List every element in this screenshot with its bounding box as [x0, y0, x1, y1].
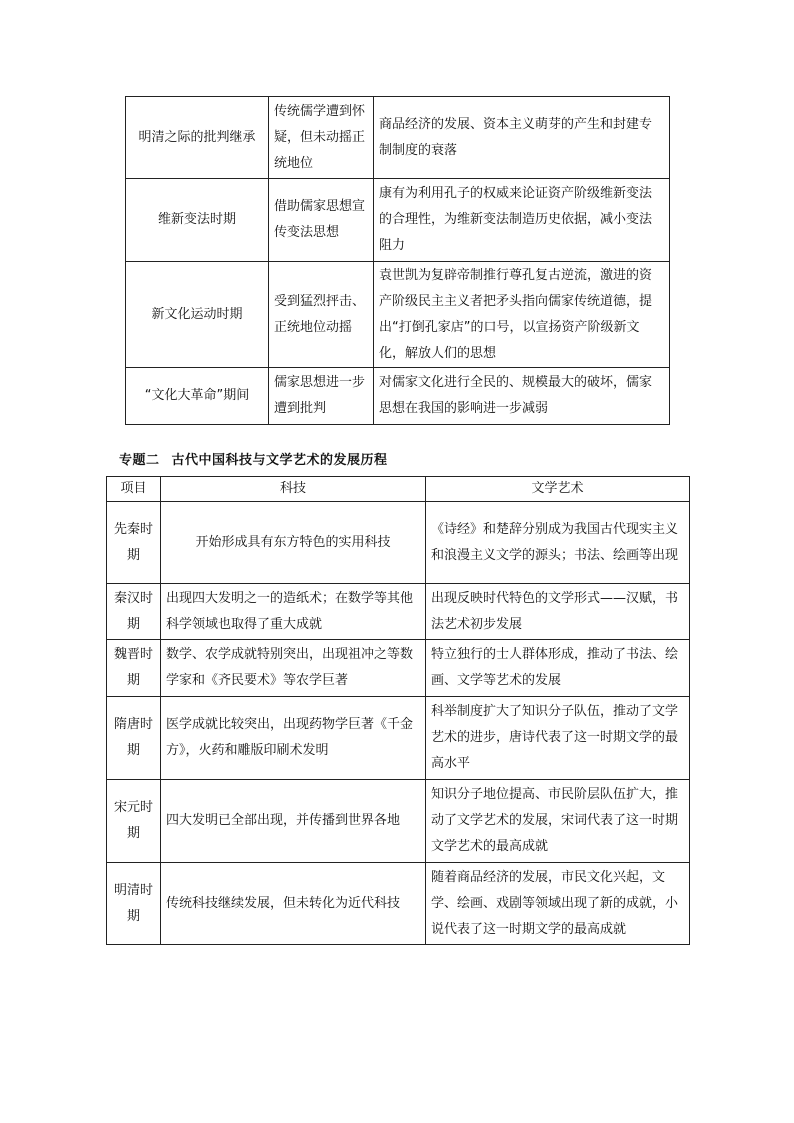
reason-cell: 康有为利用孔子的权威来论证资产阶级维新变法的合理性，为维新变法制造历史依据，减小变法阻力 — [374, 179, 670, 262]
period-cell: 宋元时期 — [107, 780, 161, 863]
period-cell: 新文化运动时期 — [126, 262, 269, 368]
period-cell: “文化大革命”期间 — [126, 368, 269, 425]
art-cell: 随着商品经济的发展，市民文化兴起，文学、绘画、戏剧等领域出现了新的成就，小说代表了这一时期文学的最高成就 — [426, 863, 690, 945]
column-header: 文学艺术 — [426, 477, 690, 502]
tech-cell: 开始形成具有东方特色的实用科技 — [161, 502, 426, 584]
period-cell: 明清之际的批判继承 — [126, 97, 269, 179]
column-header: 科技 — [161, 477, 426, 502]
table-row — [126, 97, 670, 179]
table-row — [126, 368, 670, 425]
reason-cell: 商品经济的发展、资本主义萌芽的产生和封建专制制度的衰落 — [374, 97, 670, 179]
tech-cell: 四大发明已全部出现，并传播到世界各地 — [161, 780, 426, 863]
table-header-row — [107, 477, 690, 502]
art-cell: 特立独行的士人群体形成，推动了书法、绘画、文学等艺术的发展 — [426, 640, 690, 697]
period-cell: 维新变法时期 — [126, 179, 269, 262]
reason-cell: 袁世凯为复辟帝制推行尊孔复古逆流，激进的资产阶级民主主义者把矛头指向儒家传统道德，提出“打倒孔家店”的口号，以宣扬资产阶级新文化，解放人们的思想 — [374, 262, 670, 368]
status-cell: 传统儒学遭到怀疑，但未动摇正统地位 — [269, 97, 374, 179]
status-cell: 儒家思想进一步遭到批判 — [269, 368, 374, 425]
status-cell: 借助儒家思想宣传变法思想 — [269, 179, 374, 262]
table-row — [107, 697, 690, 780]
section-label: 专题二 — [119, 453, 160, 468]
tech-cell: 传统科技继续发展，但未转化为近代科技 — [161, 863, 426, 945]
table-row — [107, 640, 690, 697]
period-cell: 秦汉时期 — [107, 584, 161, 640]
period-cell: 先秦时期 — [107, 502, 161, 584]
table-row — [107, 502, 690, 584]
column-header: 项目 — [107, 477, 161, 502]
confucianism-table — [125, 96, 670, 425]
tech-cell: 数学、农学成就特别突出，出现祖冲之等数学家和《齐民要术》等农学巨著 — [161, 640, 426, 697]
table-row — [107, 584, 690, 640]
tech-art-table — [106, 476, 690, 945]
period-cell: 魏晋时期 — [107, 640, 161, 697]
reason-cell: 对儒家文化进行全民的、规模最大的破坏，儒家思想在我国的影响进一步减弱 — [374, 368, 670, 425]
table-row — [107, 863, 690, 945]
status-cell: 受到猛烈抨击、正统地位动摇 — [269, 262, 374, 368]
period-cell: 明清时期 — [107, 863, 161, 945]
table-row — [126, 262, 670, 368]
art-cell: 科举制度扩大了知识分子队伍，推动了文学艺术的进步，唐诗代表了这一时期文学的最高水平 — [426, 697, 690, 780]
period-cell: 隋唐时期 — [107, 697, 161, 780]
section-title-text: 古代中国科技与文学艺术的发展历程 — [171, 453, 388, 468]
table-row — [107, 780, 690, 863]
tech-cell: 出现四大发明之一的造纸术；在数学等其他科学领域也取得了重大成就 — [161, 584, 426, 640]
tech-cell: 医学成就比较突出，出现药物学巨著《千金方》，火药和雕版印刷术发明 — [161, 697, 426, 780]
art-cell: 知识分子地位提高、市民阶层队伍扩大，推动了文学艺术的发展，宋词代表了这一时期文学艺术的最高成就 — [426, 780, 690, 863]
section-heading — [119, 449, 400, 468]
table-row — [126, 179, 670, 262]
art-cell: 出现反映时代特色的文学形式——汉赋，书法艺术初步发展 — [426, 584, 690, 640]
art-cell: 《诗经》和楚辞分别成为我国古代现实主义和浪漫主义文学的源头；书法、绘画等出现 — [426, 502, 690, 584]
